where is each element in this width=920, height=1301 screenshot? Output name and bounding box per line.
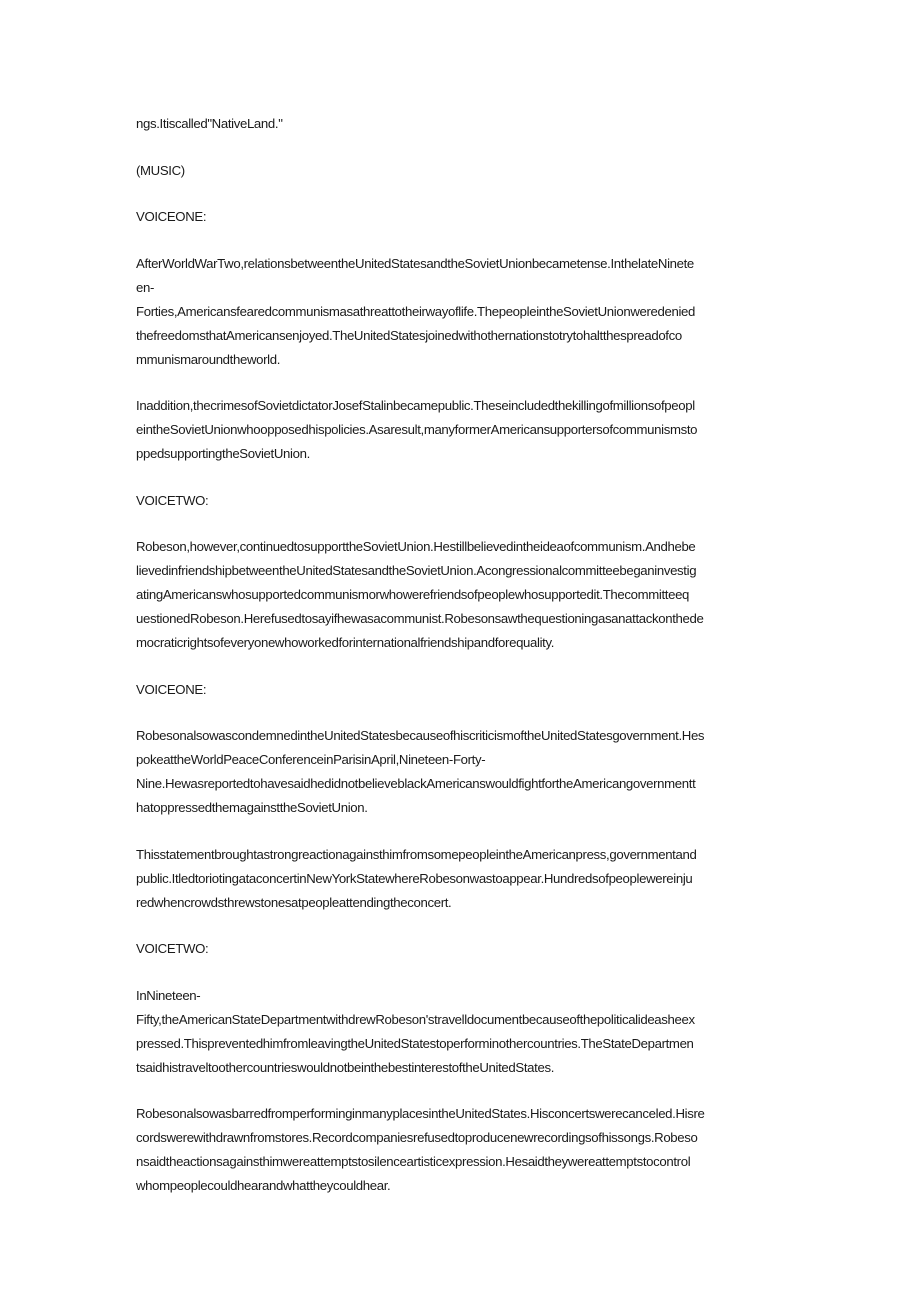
text-line: ngs.Itiscalled"NativeLand."	[136, 116, 283, 131]
text-line: ThisstatementbroughtastrongreactionagainsthimfromsomepeopleintheAmericanpress,governmentand	[136, 846, 697, 862]
text-line: VOICEONE:	[136, 209, 207, 224]
body-paragraph	[136, 843, 788, 915]
text-line: en-	[136, 279, 155, 295]
text-line: eintheSovietUnionwhoopposedhispolicies.Asaresult,manyformerAmericansupportersofcommunismsto	[136, 422, 698, 437]
text-line: Robeson,however,continuedtosupporttheSovietUnion.Hestillbelievedintheideaofcommunism.Andhebe	[136, 539, 696, 554]
text-line: thefreedomsthatAmericansenjoyed.TheUnitedStatesjoinedwithothernationstotrytohaltthespreadofco	[136, 327, 682, 343]
body-paragraph	[136, 252, 788, 372]
document-body	[136, 112, 788, 1221]
text-line: Inaddition,thecrimesofSovietdictatorJosefStalinbecamepublic.Theseincludedthekillingofmillionsofpeopl	[136, 398, 695, 413]
text-line: mocraticrightsofeveryonewhoworkedforinternationalfriendshipandforequality.	[136, 635, 555, 650]
text-line: RobesonalsowasbarredfromperforminginmanyplacesintheUnitedStates.Hisconcertswerecanceled.Hisre	[136, 1106, 705, 1121]
body-paragraph	[136, 112, 788, 136]
text-line: uestionedRobeson.Herefusedtosayifhewasacommunist.Robesonsawthequestioningasanattackonthede	[136, 611, 704, 626]
text-line: nsaidtheactionsagainsthimwereattemptstosilenceartisticexpression.Hesaidtheywereattemptstocontrol	[136, 1154, 691, 1169]
text-line: pressed.ThispreventedhimfromleavingtheUnitedStatestoperforminothercountries.TheStateDepartmen	[136, 1035, 694, 1051]
text-line: cordswerewithdrawnfromstores.Recordcompaniesrefusedtoproducenewrecordingsofhissongs.Robeso	[136, 1130, 698, 1145]
text-line: hatoppressedthemagainsttheSovietUnion.	[136, 800, 368, 815]
text-line: ppedsupportingtheSovietUnion.	[136, 446, 310, 461]
stage-direction	[136, 159, 788, 183]
text-line: mmunismaroundtheworld.	[136, 351, 281, 367]
text-line: lievedinfriendshipbetweentheUnitedStatesandtheSovietUnion.Acongressionalcommitteebeganinvestig	[136, 563, 697, 578]
body-paragraph	[136, 984, 788, 1080]
text-line: Nine.HewasreportedtohavesaidhedidnotbelieveblackAmericanswouldfightfortheAmericangovernmentt	[136, 776, 696, 791]
text-line: redwhencrowdsthrewstonesatpeopleattendingtheconcert.	[136, 894, 452, 910]
body-paragraph	[136, 394, 788, 466]
text-line: public.ItledtoriotingataconcertinNewYorkStatewhereRobesonwastoappear.Hundredsofpeoplewereinju	[136, 870, 693, 886]
speaker-label	[136, 937, 788, 961]
speaker-label	[136, 678, 788, 702]
text-line: VOICETWO:	[136, 941, 209, 956]
text-line: AfterWorldWarTwo,relationsbetweentheUnitedStatesandtheSovietUnionbecametense.InthelateNinete	[136, 255, 694, 271]
text-line: InNineteen-	[136, 987, 201, 1003]
speaker-label	[136, 489, 788, 513]
text-line: pokeattheWorldPeaceConferenceinParisinApril,Nineteen-Forty-	[136, 752, 486, 767]
text-line: Forties,Americansfearedcommunismasathreattotheirwayoflife.ThepeopleintheSovietUnionweredenied	[136, 303, 696, 319]
text-line: whompeoplecouldhearandwhattheycouldhear.	[136, 1178, 391, 1193]
text-line: atingAmericanswhosupportedcommunismorwhowerefriendsofpeoplewhosupportedit.Thecommitteeq	[136, 587, 690, 602]
text-line: tsaidhistraveltoothercountrieswouldnotbeinthebestinterestoftheUnitedStates.	[136, 1059, 555, 1075]
body-paragraph	[136, 535, 788, 655]
text-line: Fifty,theAmericanStateDepartmentwithdrewRobeson'stravelldocumentbecauseofthepoliticalideasheex	[136, 1011, 695, 1027]
speaker-label	[136, 205, 788, 229]
body-paragraph	[136, 1102, 788, 1198]
body-paragraph	[136, 724, 788, 820]
text-line: VOICETWO:	[136, 492, 209, 508]
text-line: (MUSIC)	[136, 162, 185, 178]
text-line: VOICEONE:	[136, 681, 207, 697]
text-line: RobesonalsowascondemnedintheUnitedStatesbecauseofhiscriticismoftheUnitedStatesgovernment.Hes	[136, 728, 705, 743]
